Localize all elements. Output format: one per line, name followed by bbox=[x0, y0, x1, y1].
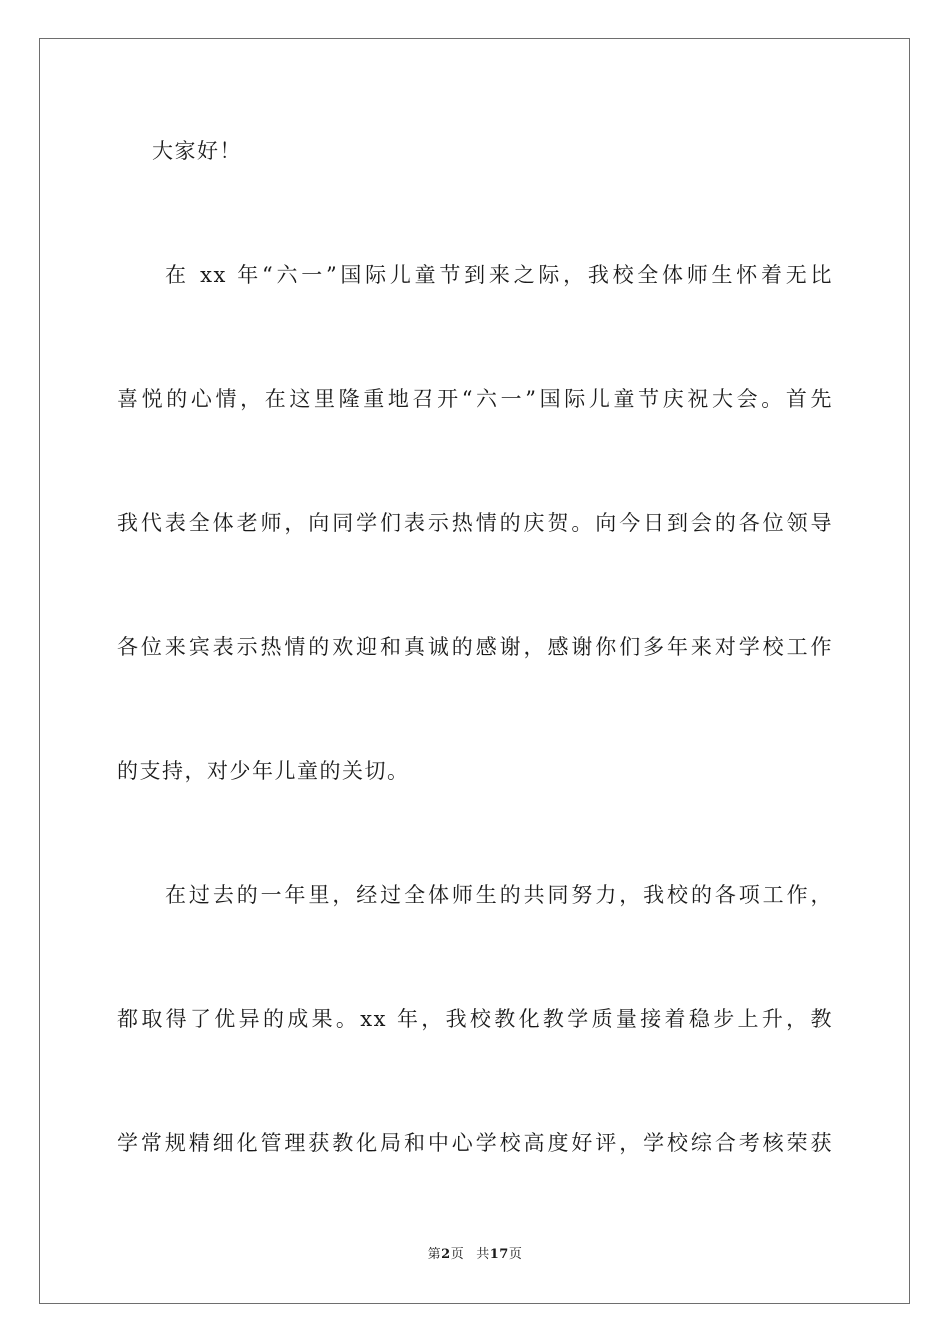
page-footer bbox=[0, 1246, 950, 1264]
paragraph-line: 都取得了优异的成果。xx 年，我校教化教学质量接着稳步上升，教 bbox=[117, 1007, 833, 1031]
page-suffix: 页 bbox=[450, 1247, 465, 1262]
paragraph-line: 喜悦的心情，在这里隆重地召开“六一”国际儿童节庆祝大会。首先 bbox=[117, 387, 833, 411]
paragraph-line: 我代表全体老师，向同学们表示热情的庆贺。向今日到会的各位领导 bbox=[117, 511, 833, 535]
paragraph-line: 在 xx 年“六一”国际儿童节到来之际，我校全体师生怀着无比 bbox=[165, 263, 833, 287]
greeting-text: 大家好！ bbox=[152, 139, 242, 163]
paragraph-line: 在过去的一年里，经过全体师生的共同努力，我校的各项工作， bbox=[165, 883, 833, 907]
paragraph-line: 学常规精细化管理获教化局和中心学校高度好评，学校综合考核荣获 bbox=[117, 1131, 833, 1155]
total-prefix: 共 bbox=[476, 1247, 490, 1262]
page-number: 2 bbox=[441, 1247, 451, 1262]
page-border bbox=[39, 38, 910, 1304]
paragraph-line: 的支持，对少年儿童的关切。 bbox=[117, 759, 410, 783]
page-prefix: 第 bbox=[427, 1247, 442, 1262]
paragraph-line: 各位来宾表示热情的欢迎和真诚的感谢，感谢你们多年来对学校工作 bbox=[117, 635, 833, 659]
total-pages: 17 bbox=[489, 1247, 509, 1262]
total-suffix: 页 bbox=[508, 1247, 523, 1262]
